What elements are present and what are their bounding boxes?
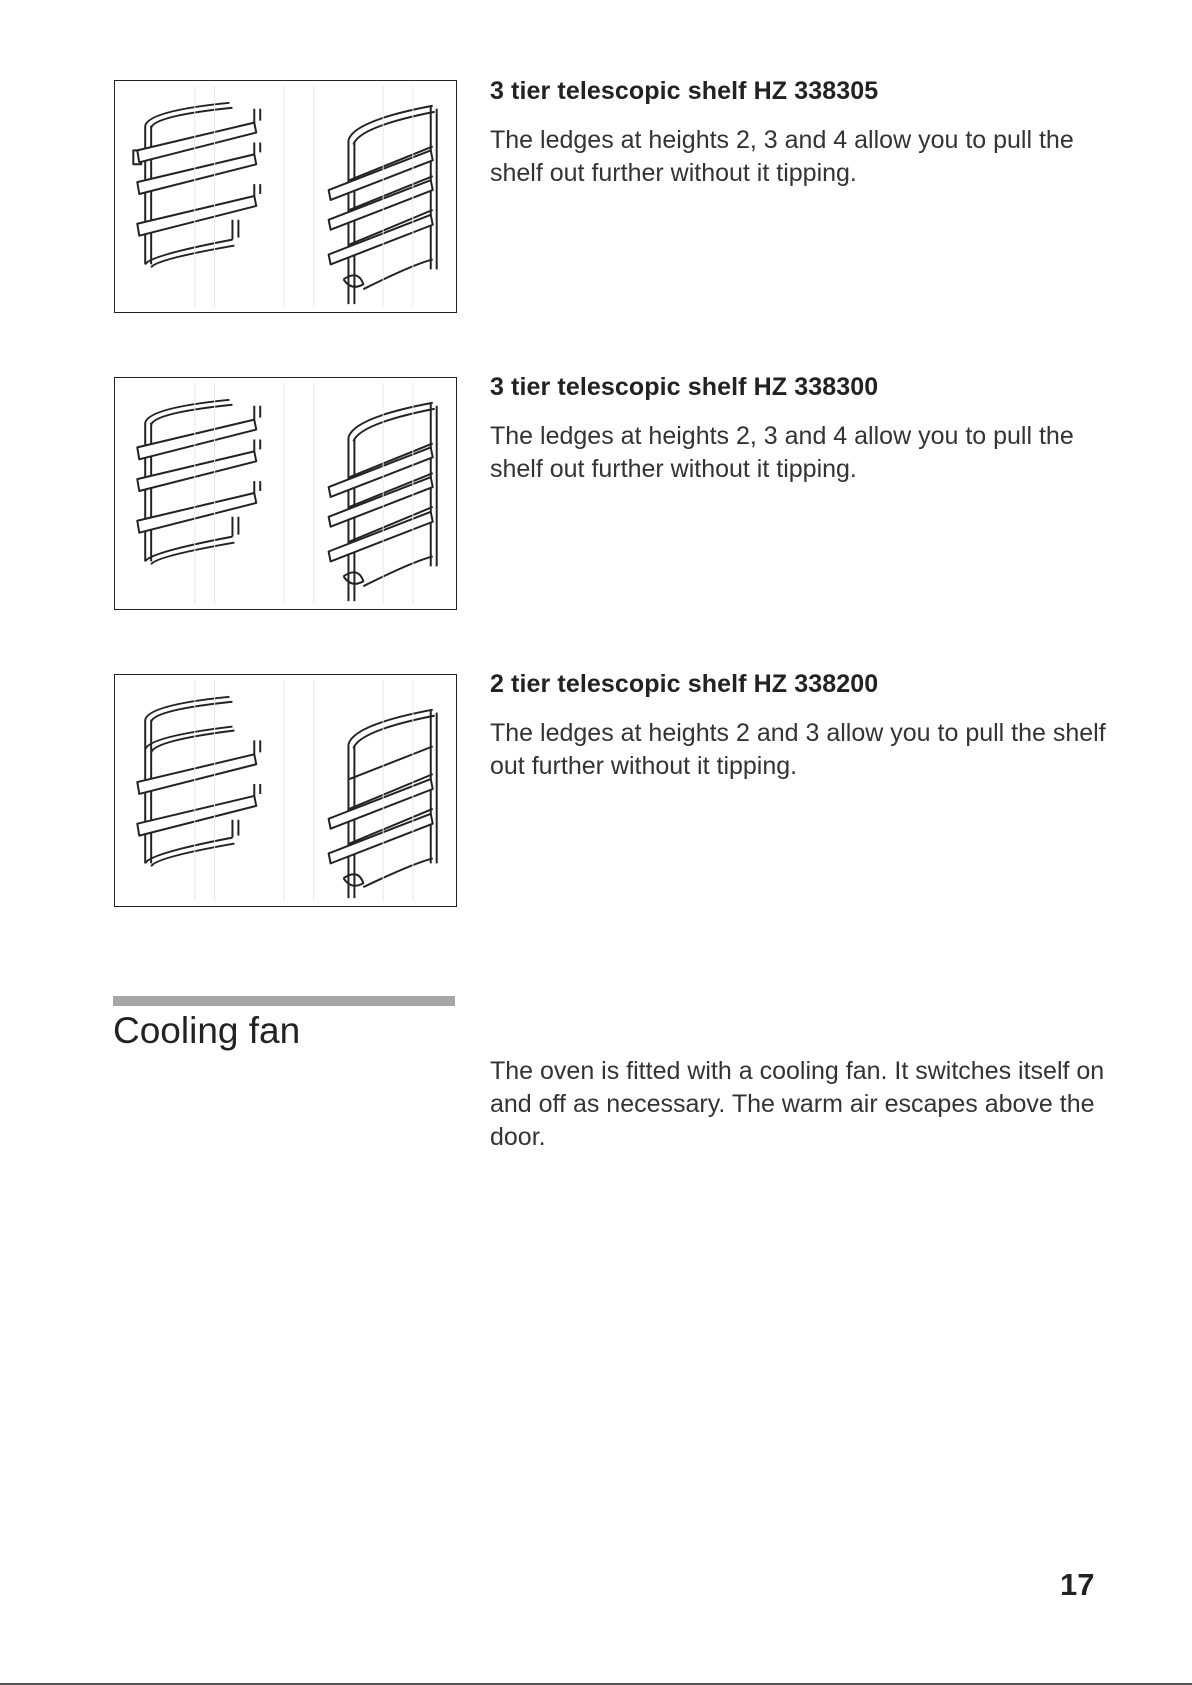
product-1-text <box>490 77 1130 190</box>
product-3-text <box>490 670 1130 783</box>
telescopic-shelf-3-tier-illustration <box>114 377 457 610</box>
cooling-fan-description: The oven is fitted with a cooling fan. It switches itself on and off as necessary. The warm air escapes above the door. <box>490 1057 1105 1151</box>
telescopic-shelf-2-tier-illustration <box>114 674 457 907</box>
product-description: The ledges at heights 2, 3 and 4 allow you to pull the shelf out further without it tipping. <box>490 126 1074 187</box>
section-divider <box>113 996 455 1006</box>
telescopic-shelf-3-tier-illustration <box>114 80 457 313</box>
product-title: 3 tier telescopic shelf HZ 338300 <box>490 373 879 401</box>
section-heading-cooling-fan: Cooling fan <box>113 1010 301 1051</box>
product-2-text <box>490 373 1130 486</box>
product-title: 3 tier telescopic shelf HZ 338305 <box>490 77 879 105</box>
product-title: 2 tier telescopic shelf HZ 338200 <box>490 670 879 698</box>
page-number: 17 <box>1060 1567 1095 1602</box>
product-description: The ledges at heights 2 and 3 allow you to pull the shelf out further without it tipping. <box>490 719 1106 780</box>
product-description: The ledges at heights 2, 3 and 4 allow you to pull the shelf out further without it tipping. <box>490 422 1074 483</box>
